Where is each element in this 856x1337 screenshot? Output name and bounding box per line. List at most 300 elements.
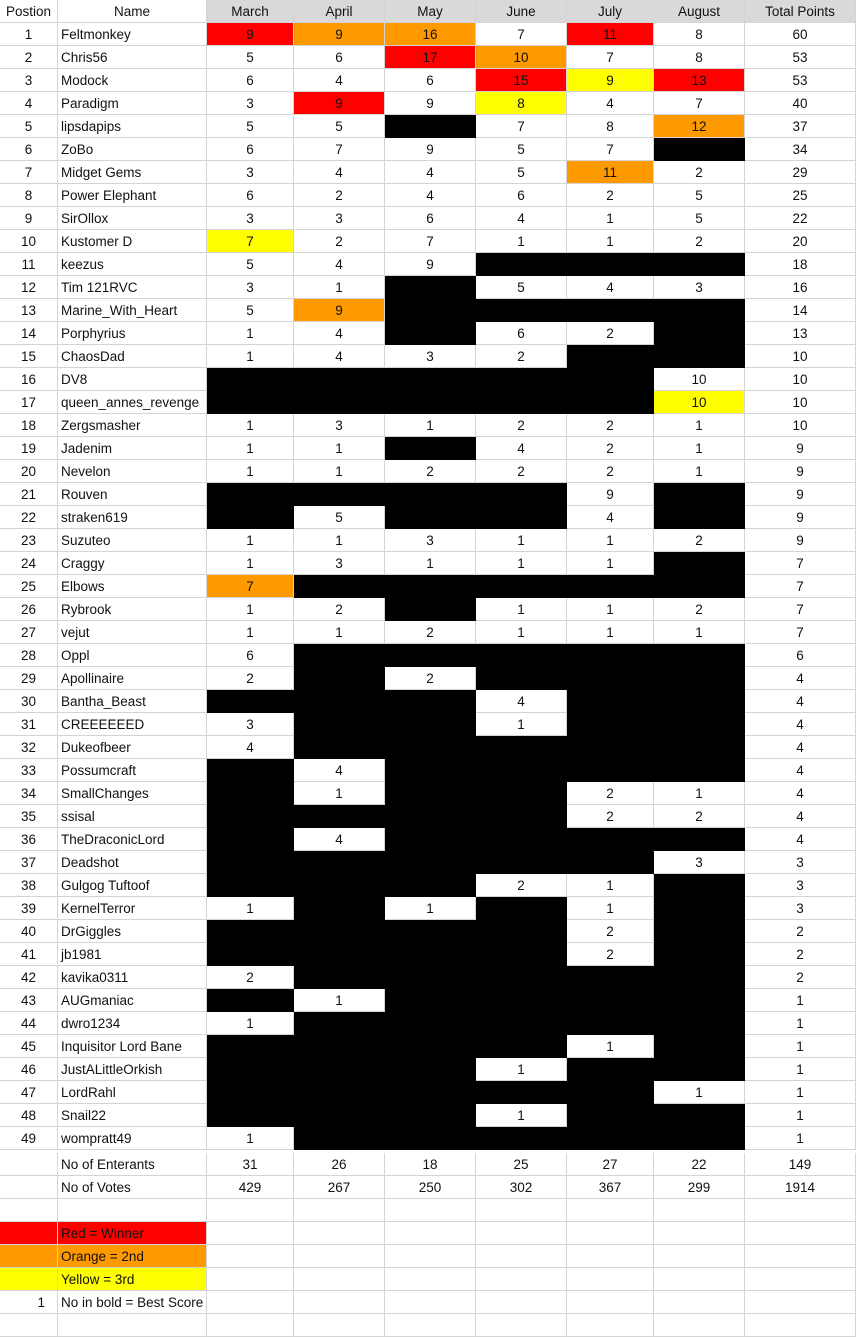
empty-cell[interactable] <box>654 1199 745 1222</box>
may-score-cell[interactable] <box>385 115 476 138</box>
total-points-cell[interactable]: 4 <box>745 828 856 851</box>
empty-cell[interactable] <box>745 1314 856 1337</box>
position-cell[interactable]: 33 <box>0 759 58 782</box>
empty-cell[interactable] <box>476 1245 567 1268</box>
position-cell[interactable]: 37 <box>0 851 58 874</box>
july-score-cell[interactable]: 1 <box>567 552 654 575</box>
position-cell[interactable]: 43 <box>0 989 58 1012</box>
total-points-cell[interactable]: 9 <box>745 529 856 552</box>
april-score-cell[interactable] <box>294 943 385 966</box>
august-score-cell[interactable]: 13 <box>654 69 745 92</box>
june-score-cell[interactable]: 5 <box>476 161 567 184</box>
total-points-cell[interactable]: 13 <box>745 322 856 345</box>
position-cell[interactable]: 25 <box>0 575 58 598</box>
june-score-cell[interactable]: 1 <box>476 621 567 644</box>
august-score-cell[interactable]: 1 <box>654 1081 745 1104</box>
april-score-cell[interactable]: 1 <box>294 621 385 644</box>
march-score-cell[interactable] <box>207 828 294 851</box>
march-score-cell[interactable]: 1 <box>207 460 294 483</box>
july-score-cell[interactable] <box>567 575 654 598</box>
empty-cell[interactable] <box>294 1268 385 1291</box>
total-points-cell[interactable]: 6 <box>745 644 856 667</box>
summary-blank-cell[interactable] <box>0 1176 58 1199</box>
august-score-cell[interactable]: 1 <box>654 782 745 805</box>
player-name-cell[interactable]: Kustomer D <box>58 230 207 253</box>
empty-cell[interactable] <box>567 1222 654 1245</box>
march-score-cell[interactable] <box>207 943 294 966</box>
total-points-cell[interactable]: 25 <box>745 184 856 207</box>
may-score-cell[interactable]: 3 <box>385 529 476 552</box>
june-score-cell[interactable] <box>476 1127 567 1150</box>
april-score-cell[interactable] <box>294 667 385 690</box>
august-score-cell[interactable] <box>654 575 745 598</box>
position-cell[interactable]: 46 <box>0 1058 58 1081</box>
total-points-cell[interactable]: 9 <box>745 483 856 506</box>
player-name-cell[interactable]: vejut <box>58 621 207 644</box>
march-score-cell[interactable]: 9 <box>207 23 294 46</box>
total-points-cell[interactable]: 40 <box>745 92 856 115</box>
july-score-cell[interactable]: 1 <box>567 529 654 552</box>
july-score-cell[interactable]: 1 <box>567 621 654 644</box>
total-points-cell[interactable]: 37 <box>745 115 856 138</box>
april-score-cell[interactable]: 1 <box>294 276 385 299</box>
total-points-cell[interactable]: 2 <box>745 920 856 943</box>
june-score-cell[interactable] <box>476 989 567 1012</box>
august-score-cell[interactable] <box>654 943 745 966</box>
may-score-cell[interactable] <box>385 966 476 989</box>
august-score-cell[interactable]: 5 <box>654 184 745 207</box>
empty-cell[interactable] <box>654 1314 745 1337</box>
legend-number-cell[interactable]: 1 <box>0 1291 58 1314</box>
august-score-cell[interactable] <box>654 1058 745 1081</box>
may-score-cell[interactable] <box>385 874 476 897</box>
june-score-cell[interactable]: 2 <box>476 414 567 437</box>
june-score-cell[interactable]: 1 <box>476 1104 567 1127</box>
position-cell[interactable]: 34 <box>0 782 58 805</box>
total-points-cell[interactable]: 2 <box>745 943 856 966</box>
may-score-cell[interactable]: 16 <box>385 23 476 46</box>
july-score-cell[interactable] <box>567 736 654 759</box>
march-score-cell[interactable] <box>207 920 294 943</box>
position-cell[interactable]: 38 <box>0 874 58 897</box>
june-score-cell[interactable] <box>476 920 567 943</box>
player-name-cell[interactable]: TheDraconicLord <box>58 828 207 851</box>
march-score-cell[interactable]: 5 <box>207 299 294 322</box>
march-summary-cell[interactable]: 429 <box>207 1176 294 1199</box>
player-name-cell[interactable]: queen_annes_revenge <box>58 391 207 414</box>
empty-cell[interactable] <box>207 1291 294 1314</box>
player-name-cell[interactable]: ZoBo <box>58 138 207 161</box>
april-score-cell[interactable] <box>294 897 385 920</box>
legend-swatch-orange[interactable] <box>0 1245 58 1268</box>
march-score-cell[interactable] <box>207 506 294 529</box>
empty-cell[interactable] <box>294 1314 385 1337</box>
empty-cell[interactable] <box>654 1291 745 1314</box>
position-cell[interactable]: 17 <box>0 391 58 414</box>
august-score-cell[interactable]: 8 <box>654 46 745 69</box>
july-score-cell[interactable]: 4 <box>567 506 654 529</box>
empty-cell[interactable] <box>745 1222 856 1245</box>
june-score-cell[interactable] <box>476 644 567 667</box>
empty-cell[interactable] <box>294 1291 385 1314</box>
march-score-cell[interactable]: 5 <box>207 115 294 138</box>
august-score-cell[interactable] <box>654 299 745 322</box>
legend-text[interactable]: Orange = 2nd <box>58 1245 207 1268</box>
august-score-cell[interactable] <box>654 713 745 736</box>
april-summary-cell[interactable]: 26 <box>294 1153 385 1176</box>
march-score-cell[interactable]: 1 <box>207 437 294 460</box>
may-score-cell[interactable]: 2 <box>385 667 476 690</box>
legend-swatch-red[interactable] <box>0 1222 58 1245</box>
april-score-cell[interactable] <box>294 644 385 667</box>
player-name-cell[interactable]: straken619 <box>58 506 207 529</box>
august-score-cell[interactable]: 1 <box>654 414 745 437</box>
june-score-cell[interactable] <box>476 1081 567 1104</box>
may-score-cell[interactable] <box>385 851 476 874</box>
june-score-cell[interactable] <box>476 667 567 690</box>
june-score-cell[interactable] <box>476 966 567 989</box>
summary-label[interactable]: No of Enterants <box>58 1153 207 1176</box>
position-cell[interactable]: 12 <box>0 276 58 299</box>
august-score-cell[interactable] <box>654 253 745 276</box>
empty-cell[interactable] <box>0 1199 58 1222</box>
june-score-cell[interactable]: 5 <box>476 138 567 161</box>
may-score-cell[interactable] <box>385 437 476 460</box>
march-score-cell[interactable] <box>207 851 294 874</box>
may-score-cell[interactable] <box>385 322 476 345</box>
header-july[interactable]: July <box>567 0 654 23</box>
august-score-cell[interactable]: 10 <box>654 368 745 391</box>
may-score-cell[interactable] <box>385 598 476 621</box>
june-score-cell[interactable] <box>476 575 567 598</box>
march-score-cell[interactable]: 1 <box>207 529 294 552</box>
position-cell[interactable]: 41 <box>0 943 58 966</box>
april-score-cell[interactable]: 1 <box>294 529 385 552</box>
total-points-cell[interactable]: 4 <box>745 782 856 805</box>
player-name-cell[interactable]: SmallChanges <box>58 782 207 805</box>
july-score-cell[interactable]: 1 <box>567 207 654 230</box>
august-score-cell[interactable]: 12 <box>654 115 745 138</box>
position-cell[interactable]: 4 <box>0 92 58 115</box>
april-score-cell[interactable] <box>294 368 385 391</box>
may-score-cell[interactable]: 9 <box>385 253 476 276</box>
may-score-cell[interactable] <box>385 644 476 667</box>
summary-total-cell[interactable]: 149 <box>745 1153 856 1176</box>
legend-text[interactable]: Red = Winner <box>58 1222 207 1245</box>
may-score-cell[interactable] <box>385 989 476 1012</box>
may-score-cell[interactable] <box>385 805 476 828</box>
august-score-cell[interactable]: 2 <box>654 161 745 184</box>
empty-cell[interactable] <box>745 1245 856 1268</box>
summary-total-cell[interactable]: 1914 <box>745 1176 856 1199</box>
july-score-cell[interactable]: 4 <box>567 276 654 299</box>
may-score-cell[interactable]: 2 <box>385 460 476 483</box>
empty-cell[interactable] <box>476 1268 567 1291</box>
player-name-cell[interactable]: Gulgog Tuftoof <box>58 874 207 897</box>
player-name-cell[interactable]: Craggy <box>58 552 207 575</box>
may-score-cell[interactable]: 17 <box>385 46 476 69</box>
position-cell[interactable]: 18 <box>0 414 58 437</box>
june-score-cell[interactable] <box>476 782 567 805</box>
july-score-cell[interactable] <box>567 391 654 414</box>
empty-cell[interactable] <box>207 1245 294 1268</box>
position-cell[interactable]: 30 <box>0 690 58 713</box>
june-score-cell[interactable] <box>476 897 567 920</box>
header-august[interactable]: August <box>654 0 745 23</box>
march-score-cell[interactable]: 7 <box>207 575 294 598</box>
august-score-cell[interactable] <box>654 138 745 161</box>
april-score-cell[interactable]: 2 <box>294 230 385 253</box>
may-score-cell[interactable] <box>385 828 476 851</box>
position-cell[interactable]: 16 <box>0 368 58 391</box>
player-name-cell[interactable]: DV8 <box>58 368 207 391</box>
april-score-cell[interactable] <box>294 1127 385 1150</box>
position-cell[interactable]: 44 <box>0 1012 58 1035</box>
july-score-cell[interactable] <box>567 299 654 322</box>
july-score-cell[interactable]: 2 <box>567 920 654 943</box>
position-cell[interactable]: 21 <box>0 483 58 506</box>
legend-text[interactable]: No in bold = Best Score <box>58 1291 207 1314</box>
empty-cell[interactable] <box>654 1222 745 1245</box>
empty-cell[interactable] <box>476 1222 567 1245</box>
position-cell[interactable]: 5 <box>0 115 58 138</box>
april-score-cell[interactable]: 2 <box>294 184 385 207</box>
june-score-cell[interactable] <box>476 506 567 529</box>
june-score-cell[interactable]: 4 <box>476 207 567 230</box>
position-cell[interactable]: 8 <box>0 184 58 207</box>
position-cell[interactable]: 47 <box>0 1081 58 1104</box>
player-name-cell[interactable]: Dukeofbeer <box>58 736 207 759</box>
april-score-cell[interactable]: 1 <box>294 782 385 805</box>
empty-cell[interactable] <box>385 1314 476 1337</box>
march-score-cell[interactable]: 6 <box>207 69 294 92</box>
total-points-cell[interactable]: 22 <box>745 207 856 230</box>
april-score-cell[interactable]: 4 <box>294 759 385 782</box>
june-score-cell[interactable]: 6 <box>476 184 567 207</box>
august-score-cell[interactable] <box>654 966 745 989</box>
empty-cell[interactable] <box>58 1314 207 1337</box>
june-score-cell[interactable] <box>476 391 567 414</box>
august-score-cell[interactable] <box>654 483 745 506</box>
august-score-cell[interactable] <box>654 759 745 782</box>
april-score-cell[interactable]: 7 <box>294 138 385 161</box>
legend-swatch-yellow[interactable] <box>0 1268 58 1291</box>
total-points-cell[interactable]: 3 <box>745 851 856 874</box>
may-score-cell[interactable] <box>385 782 476 805</box>
april-score-cell[interactable]: 3 <box>294 414 385 437</box>
april-score-cell[interactable]: 5 <box>294 115 385 138</box>
player-name-cell[interactable]: SirOllox <box>58 207 207 230</box>
may-score-cell[interactable] <box>385 1127 476 1150</box>
march-score-cell[interactable]: 2 <box>207 966 294 989</box>
player-name-cell[interactable]: Chris56 <box>58 46 207 69</box>
march-score-cell[interactable]: 1 <box>207 322 294 345</box>
august-score-cell[interactable]: 8 <box>654 23 745 46</box>
position-cell[interactable]: 19 <box>0 437 58 460</box>
july-score-cell[interactable]: 2 <box>567 437 654 460</box>
player-name-cell[interactable]: JustALittleOrkish <box>58 1058 207 1081</box>
empty-cell[interactable] <box>385 1199 476 1222</box>
may-score-cell[interactable] <box>385 713 476 736</box>
may-score-cell[interactable] <box>385 276 476 299</box>
total-points-cell[interactable]: 4 <box>745 736 856 759</box>
header-may[interactable]: May <box>385 0 476 23</box>
may-score-cell[interactable] <box>385 391 476 414</box>
total-points-cell[interactable]: 14 <box>745 299 856 322</box>
march-score-cell[interactable]: 3 <box>207 207 294 230</box>
empty-cell[interactable] <box>476 1199 567 1222</box>
empty-cell[interactable] <box>654 1268 745 1291</box>
total-points-cell[interactable]: 9 <box>745 437 856 460</box>
june-score-cell[interactable]: 6 <box>476 322 567 345</box>
may-score-cell[interactable]: 6 <box>385 69 476 92</box>
may-score-cell[interactable] <box>385 506 476 529</box>
header-position[interactable]: Postion <box>0 0 58 23</box>
march-score-cell[interactable]: 2 <box>207 667 294 690</box>
may-summary-cell[interactable]: 250 <box>385 1176 476 1199</box>
august-summary-cell[interactable]: 299 <box>654 1176 745 1199</box>
position-cell[interactable]: 35 <box>0 805 58 828</box>
august-score-cell[interactable]: 1 <box>654 460 745 483</box>
position-cell[interactable]: 1 <box>0 23 58 46</box>
april-score-cell[interactable] <box>294 1104 385 1127</box>
july-score-cell[interactable] <box>567 1058 654 1081</box>
player-name-cell[interactable]: Nevelon <box>58 460 207 483</box>
march-score-cell[interactable]: 3 <box>207 713 294 736</box>
empty-cell[interactable] <box>567 1245 654 1268</box>
empty-cell[interactable] <box>385 1245 476 1268</box>
march-score-cell[interactable]: 6 <box>207 184 294 207</box>
total-points-cell[interactable]: 1 <box>745 989 856 1012</box>
total-points-cell[interactable]: 9 <box>745 460 856 483</box>
may-score-cell[interactable]: 1 <box>385 414 476 437</box>
april-score-cell[interactable] <box>294 851 385 874</box>
total-points-cell[interactable]: 34 <box>745 138 856 161</box>
may-score-cell[interactable] <box>385 299 476 322</box>
april-score-cell[interactable] <box>294 920 385 943</box>
march-score-cell[interactable] <box>207 690 294 713</box>
total-points-cell[interactable]: 4 <box>745 759 856 782</box>
june-score-cell[interactable]: 7 <box>476 115 567 138</box>
april-score-cell[interactable]: 1 <box>294 989 385 1012</box>
june-score-cell[interactable]: 10 <box>476 46 567 69</box>
july-score-cell[interactable] <box>567 1081 654 1104</box>
march-score-cell[interactable] <box>207 874 294 897</box>
total-points-cell[interactable]: 10 <box>745 391 856 414</box>
player-name-cell[interactable]: CREEEEEED <box>58 713 207 736</box>
july-score-cell[interactable]: 9 <box>567 69 654 92</box>
total-points-cell[interactable]: 1 <box>745 1058 856 1081</box>
march-score-cell[interactable]: 1 <box>207 598 294 621</box>
april-score-cell[interactable] <box>294 690 385 713</box>
march-score-cell[interactable]: 3 <box>207 161 294 184</box>
march-score-cell[interactable] <box>207 1104 294 1127</box>
june-score-cell[interactable]: 1 <box>476 1058 567 1081</box>
july-score-cell[interactable]: 9 <box>567 483 654 506</box>
august-score-cell[interactable]: 3 <box>654 851 745 874</box>
april-score-cell[interactable] <box>294 1035 385 1058</box>
june-score-cell[interactable] <box>476 828 567 851</box>
april-score-cell[interactable]: 4 <box>294 253 385 276</box>
total-points-cell[interactable]: 4 <box>745 690 856 713</box>
march-score-cell[interactable]: 3 <box>207 276 294 299</box>
player-name-cell[interactable]: Modock <box>58 69 207 92</box>
position-cell[interactable]: 20 <box>0 460 58 483</box>
position-cell[interactable]: 22 <box>0 506 58 529</box>
empty-cell[interactable] <box>745 1291 856 1314</box>
april-score-cell[interactable] <box>294 805 385 828</box>
player-name-cell[interactable]: Elbows <box>58 575 207 598</box>
position-cell[interactable]: 6 <box>0 138 58 161</box>
total-points-cell[interactable]: 20 <box>745 230 856 253</box>
july-score-cell[interactable] <box>567 1104 654 1127</box>
march-score-cell[interactable]: 4 <box>207 736 294 759</box>
player-name-cell[interactable]: Paradigm <box>58 92 207 115</box>
june-score-cell[interactable]: 2 <box>476 874 567 897</box>
total-points-cell[interactable]: 3 <box>745 874 856 897</box>
april-score-cell[interactable] <box>294 966 385 989</box>
may-score-cell[interactable]: 1 <box>385 552 476 575</box>
player-name-cell[interactable]: Porphyrius <box>58 322 207 345</box>
total-points-cell[interactable]: 9 <box>745 506 856 529</box>
player-name-cell[interactable]: Suzuteo <box>58 529 207 552</box>
june-score-cell[interactable]: 5 <box>476 276 567 299</box>
position-cell[interactable]: 39 <box>0 897 58 920</box>
position-cell[interactable]: 29 <box>0 667 58 690</box>
august-score-cell[interactable]: 1 <box>654 437 745 460</box>
april-score-cell[interactable]: 1 <box>294 460 385 483</box>
april-score-cell[interactable]: 4 <box>294 69 385 92</box>
march-summary-cell[interactable]: 31 <box>207 1153 294 1176</box>
march-score-cell[interactable]: 1 <box>207 897 294 920</box>
june-score-cell[interactable] <box>476 759 567 782</box>
july-score-cell[interactable] <box>567 1127 654 1150</box>
position-cell[interactable]: 36 <box>0 828 58 851</box>
position-cell[interactable]: 40 <box>0 920 58 943</box>
position-cell[interactable]: 13 <box>0 299 58 322</box>
april-score-cell[interactable]: 6 <box>294 46 385 69</box>
empty-cell[interactable] <box>385 1291 476 1314</box>
total-points-cell[interactable]: 60 <box>745 23 856 46</box>
player-name-cell[interactable]: Apollinaire <box>58 667 207 690</box>
player-name-cell[interactable]: dwro1234 <box>58 1012 207 1035</box>
may-score-cell[interactable] <box>385 736 476 759</box>
march-score-cell[interactable] <box>207 805 294 828</box>
player-name-cell[interactable]: Rouven <box>58 483 207 506</box>
march-score-cell[interactable]: 1 <box>207 621 294 644</box>
total-points-cell[interactable]: 53 <box>745 69 856 92</box>
august-score-cell[interactable]: 10 <box>654 391 745 414</box>
may-score-cell[interactable] <box>385 1035 476 1058</box>
empty-cell[interactable] <box>476 1314 567 1337</box>
player-name-cell[interactable]: DrGiggles <box>58 920 207 943</box>
april-score-cell[interactable] <box>294 1081 385 1104</box>
empty-cell[interactable] <box>567 1314 654 1337</box>
empty-cell[interactable] <box>294 1245 385 1268</box>
july-score-cell[interactable]: 1 <box>567 598 654 621</box>
total-points-cell[interactable]: 1 <box>745 1012 856 1035</box>
empty-cell[interactable] <box>745 1199 856 1222</box>
total-points-cell[interactable]: 7 <box>745 575 856 598</box>
total-points-cell[interactable]: 1 <box>745 1035 856 1058</box>
may-score-cell[interactable] <box>385 690 476 713</box>
player-name-cell[interactable]: Zergsmasher <box>58 414 207 437</box>
march-score-cell[interactable] <box>207 1035 294 1058</box>
july-score-cell[interactable] <box>567 644 654 667</box>
total-points-cell[interactable]: 29 <box>745 161 856 184</box>
july-score-cell[interactable] <box>567 368 654 391</box>
june-score-cell[interactable]: 15 <box>476 69 567 92</box>
